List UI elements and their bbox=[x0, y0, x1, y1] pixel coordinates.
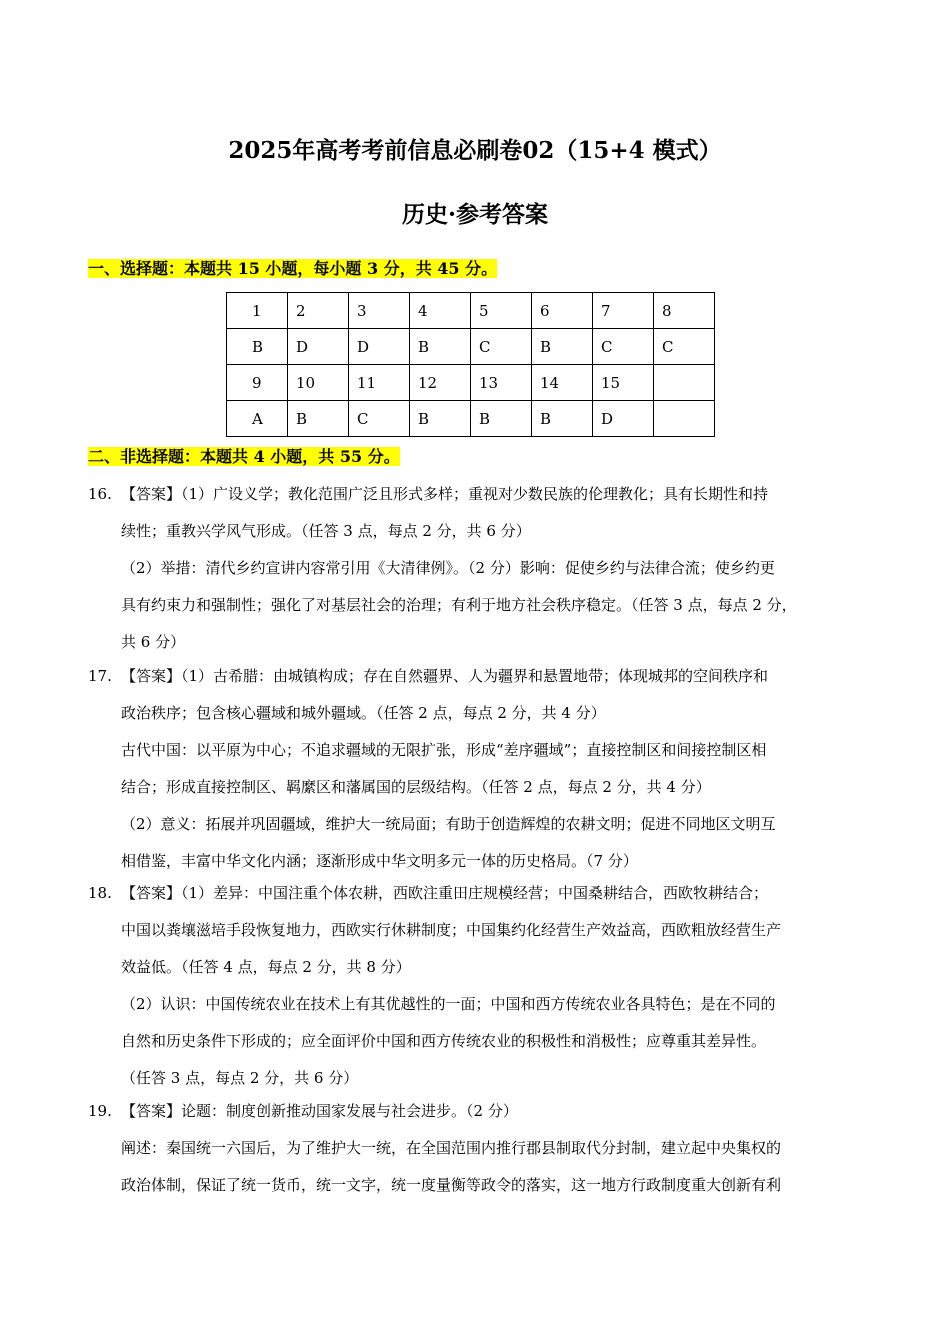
answer-line: 自然和历史条件下形成的；应全面评价中国和西方传统农业的积极性和消极性；应尊重其差异性。 bbox=[121, 1032, 767, 1050]
page-subtitle: 历史·参考答案 bbox=[401, 201, 548, 228]
table-cell: 8 bbox=[654, 293, 715, 329]
table-cell: C bbox=[349, 401, 410, 437]
question-18 bbox=[88, 875, 868, 1097]
answer-line: （2）意义：拓展并巩固疆域，维护大一统局面；有助于创造辉煌的农耕文明；促进不同地区文明互 bbox=[121, 815, 776, 833]
table-cell: B bbox=[410, 401, 471, 437]
table-cell: C bbox=[593, 329, 654, 365]
question-number: 19. bbox=[88, 1102, 112, 1120]
question-17 bbox=[88, 658, 868, 880]
table-cell: B bbox=[410, 329, 471, 365]
table-cell: D bbox=[349, 329, 410, 365]
table-cell: 12 bbox=[410, 365, 471, 401]
table-cell: B bbox=[532, 329, 593, 365]
section-essay-part1: 二、非选择题：本题共 4 小题， bbox=[88, 447, 319, 466]
answer-line: 相借鉴，丰富中华文化内涵；逐渐形成中华文明多元一体的历史格局。（7 分） bbox=[121, 852, 638, 870]
page-title: 2025年高考考前信息必刷卷02（15+4 模式） bbox=[228, 137, 722, 164]
answer-line: 【答案】（1）古希腊：由城镇构成；存在自然疆界、人为疆界和悬置地带；体现城邦的空间秩序和 bbox=[121, 667, 769, 685]
answer-line: （2）认识：中国传统农业在技术上有其优越性的一面；中国和西方传统农业各具特色；是在不同的 bbox=[121, 995, 776, 1013]
table-cell: 10 bbox=[288, 365, 349, 401]
table-cell bbox=[654, 401, 715, 437]
table-cell: B bbox=[532, 401, 593, 437]
table-cell: 3 bbox=[349, 293, 410, 329]
answer-line: 【答案】（1）差异：中国注重个体农耕，西欧注重田庄规模经营；中国桑耕结合，西欧牧耕结合； bbox=[121, 884, 769, 902]
table-cell: 13 bbox=[471, 365, 532, 401]
table-cell: 4 bbox=[410, 293, 471, 329]
answer-line: 结合；形成直接控制区、羁縻区和藩属国的层级结构。（任答 2 点，每点 2 分，共 4 分） bbox=[121, 778, 711, 796]
answer-line: 政治秩序；包含核心疆域和城外疆域。（任答 2 点，每点 2 分，共 4 分） bbox=[121, 704, 606, 722]
section-essay-part2: 共 55 分。 bbox=[318, 447, 400, 466]
table-row bbox=[227, 293, 715, 329]
answer-line: 具有约束力和强制性；强化了对基层社会的治理；有利于地方社会秩序稳定。（任答 3 点，每点 2 分， bbox=[121, 596, 797, 614]
answer-line: 【答案】（1）广设义学；教化范围广泛且形式多样；重视对少数民族的伦理教化；具有长期性和持 bbox=[121, 485, 769, 503]
table-cell: 11 bbox=[349, 365, 410, 401]
answer-line: 中国以粪壤滋培手段恢复地力，西欧实行休耕制度；中国集约化经营生产效益高，西欧粗放经营生产 bbox=[121, 921, 782, 939]
question-number: 16. bbox=[88, 485, 112, 503]
table-cell: 2 bbox=[288, 293, 349, 329]
section-choice-part1: 一、选择题：本题共 15 小题， bbox=[88, 259, 314, 278]
table-cell: C bbox=[654, 329, 715, 365]
question-16 bbox=[88, 476, 868, 661]
answer-line: （2）举措：清代乡约宣讲内容常引用《大清律例》。（2 分）影响：促使乡约与法律合流；使乡约更 bbox=[121, 559, 775, 577]
answer-line: 阐述：秦国统一六国后，为了维护大一统，在全国范围内推行郡县制取代分封制，建立起中央集权的 bbox=[121, 1139, 782, 1157]
table-row bbox=[227, 365, 715, 401]
answer-table bbox=[226, 292, 715, 437]
table-row bbox=[227, 329, 715, 365]
answer-line: 古代中国：以平原为中心；不追求疆域的无限扩张，形成“差序疆域”；直接控制区和间接控制区相 bbox=[121, 741, 767, 759]
answer-line: 政治体制，保证了统一货币，统一文字，统一度量衡等政令的落实，这一地方行政制度重大创新有利 bbox=[121, 1176, 782, 1194]
table-cell: B bbox=[471, 401, 532, 437]
table-cell: 6 bbox=[532, 293, 593, 329]
answer-line: 续性；重教兴学风气形成。（任答 3 点，每点 2 分，共 6 分） bbox=[121, 522, 531, 540]
question-number: 18. bbox=[88, 884, 112, 902]
section-choice-part2: 每小题 3 分， bbox=[313, 259, 416, 278]
answer-line: 共 6 分） bbox=[121, 633, 186, 651]
answer-line: 【答案】论题：制度创新推动国家发展与社会进步。（2 分） bbox=[121, 1102, 518, 1120]
table-cell: D bbox=[593, 401, 654, 437]
table-cell: C bbox=[471, 329, 532, 365]
section-choice-heading bbox=[88, 257, 497, 281]
table-cell: 15 bbox=[593, 365, 654, 401]
table-cell: B bbox=[288, 401, 349, 437]
table-cell: D bbox=[288, 329, 349, 365]
answer-line: （任答 3 点，每点 2 分，共 6 分） bbox=[121, 1069, 359, 1087]
section-essay-heading bbox=[88, 445, 400, 469]
table-cell bbox=[654, 365, 715, 401]
table-cell: 5 bbox=[471, 293, 532, 329]
table-cell: 7 bbox=[593, 293, 654, 329]
table-cell: 14 bbox=[532, 365, 593, 401]
question-number: 17. bbox=[88, 667, 112, 685]
table-cell: B bbox=[227, 329, 288, 365]
answer-line: 效益低。（任答 4 点，每点 2 分，共 8 分） bbox=[121, 958, 411, 976]
table-cell: A bbox=[227, 401, 288, 437]
table-row bbox=[227, 401, 715, 437]
table-cell: 9 bbox=[227, 365, 288, 401]
section-choice-part3: 共 45 分。 bbox=[415, 259, 498, 278]
question-19 bbox=[88, 1093, 868, 1204]
table-cell: 1 bbox=[227, 293, 288, 329]
